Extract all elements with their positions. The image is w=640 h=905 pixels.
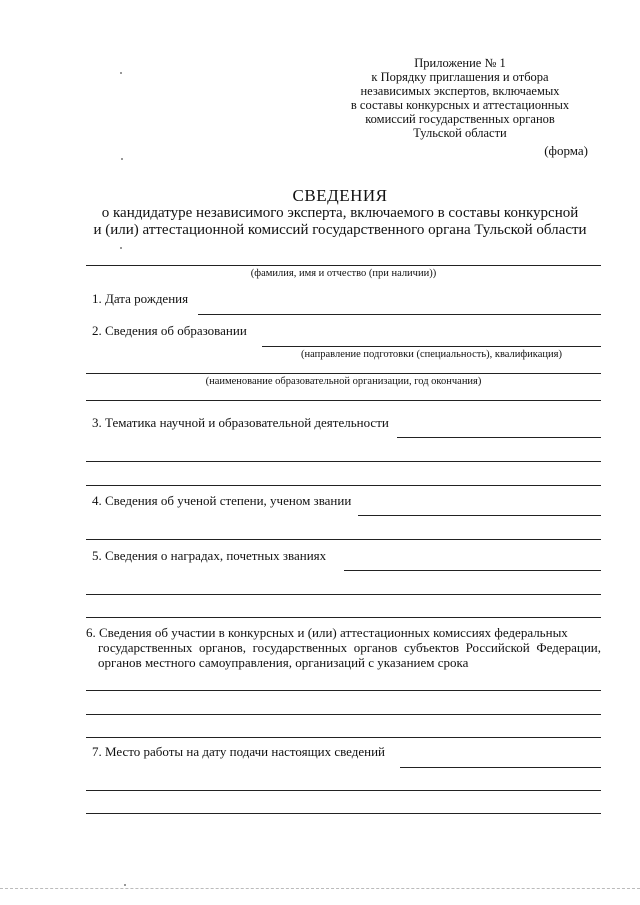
awards-label: 5. Сведения о наградах, почетных званиях [92,548,327,563]
annex-line: Приложение № 1 [414,56,506,70]
degree-field-line[interactable] [358,515,601,516]
participation-field-line[interactable] [86,690,601,691]
document-subtitle [60,205,620,239]
scan-speck [120,247,122,249]
research-label: 3. Тематика научной и образовательной деятельности [92,415,389,430]
degree-field-line[interactable] [86,539,601,540]
awards-field-line[interactable] [86,594,601,595]
participation-field-line[interactable] [86,737,601,738]
subtitle-line: о кандидатуре независимого эксперта, включаемого в составы конкурсной [101,205,579,221]
annex-header [300,56,620,140]
research-field-line[interactable] [397,437,601,438]
workplace-field-line[interactable] [86,790,601,791]
education-direction-line[interactable] [262,346,601,347]
institution-caption: (наименование образовательной организации, год окончания) [205,376,482,387]
research-field-line[interactable] [86,485,601,486]
birth-date-field-line[interactable] [198,314,601,315]
annex-line: Тульской области [413,126,507,140]
workplace-field-line[interactable] [400,767,601,768]
direction-caption: (направление подготовки (специальность), квалификация) [301,349,562,360]
scan-speck [120,72,122,74]
document-title: СВЕДЕНИЯ [292,186,388,205]
scan-edge-dashes [0,888,640,889]
awards-field-line[interactable] [86,617,601,618]
education-institution-line[interactable] [86,373,601,374]
fio-field-line[interactable] [86,265,601,266]
scan-speck [121,158,123,160]
research-field-line[interactable] [86,461,601,462]
annex-line: независимых экспертов, включаемых [360,84,560,98]
scan-speck [124,884,126,886]
education-extra-line[interactable] [86,400,601,401]
annex-line: в составы конкурсных и аттестационных [350,98,570,112]
subtitle-line: и (или) аттестационной комиссий государственного органа Тульской области [93,222,587,238]
annex-line: комиссий государственных органов [365,112,555,126]
annex-line: к Порядку приглашения и отбора [371,70,549,84]
participation-field-line[interactable] [86,714,601,715]
participation-label-first: 6. Сведения об участии в конкурсных и (или) аттестационных комиссиях федеральных [86,625,568,640]
degree-label: 4. Сведения об ученой степени, ученом звании [92,493,352,508]
participation-label-rest: государственных органов, государственных органов субъектов Российской Федерации, органов местного самоуправления, организаций с указанием срока [98,640,601,670]
awards-field-line[interactable] [344,570,601,571]
form-note: (форма) [544,143,588,158]
workplace-field-line[interactable] [86,813,601,814]
fio-caption: (фамилия, имя и отчество (при наличии)) [250,268,437,279]
education-label: 2. Сведения об образовании [92,323,247,338]
birth-date-label: 1. Дата рождения [92,291,189,306]
participation-label [86,625,601,670]
workplace-label: 7. Место работы на дату подачи настоящих сведений [92,744,386,759]
